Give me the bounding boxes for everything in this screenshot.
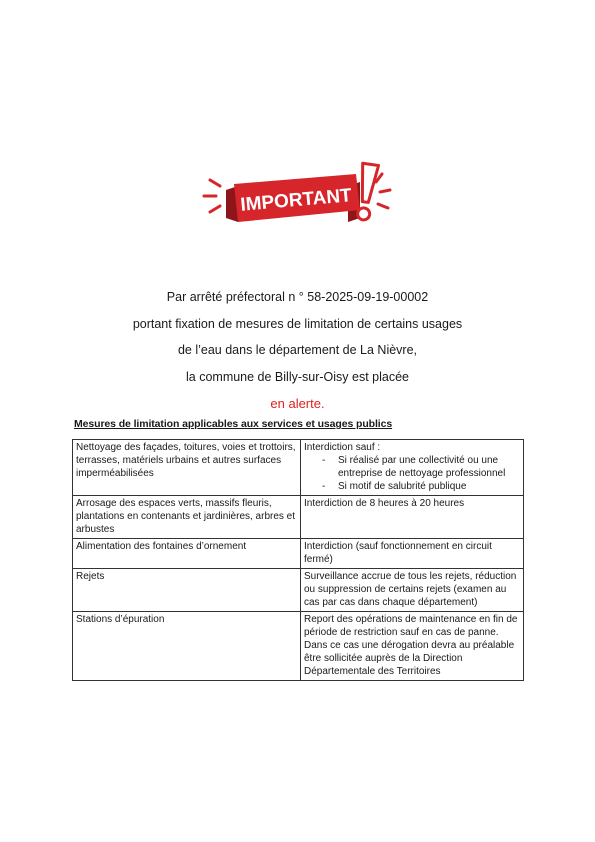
table-row — [73, 539, 524, 569]
decree-commune: la commune de Billy-sur-Oisy est placée — [186, 370, 409, 384]
measure-text: Report des opérations de maintenance en fin de période de restriction sauf en cas de panne. — [304, 614, 518, 638]
table-row — [73, 496, 524, 539]
measure-text: Interdiction sauf : — [304, 442, 381, 453]
usage-cell: Arrosage des espaces verts, massifs fleuris, plantations en contenants et jardinières, arbres et arbustes — [73, 496, 301, 539]
important-badge — [196, 160, 396, 240]
measure-cell: Interdiction de 8 heures à 20 heures — [301, 496, 524, 539]
decree-department: de l’eau dans le département de La Nièvre, — [177, 343, 418, 357]
measure-cell — [301, 612, 524, 681]
table-row — [73, 612, 524, 681]
badge-text: IMPORTANT — [239, 185, 353, 216]
table-row — [73, 569, 524, 612]
measure-cell — [301, 440, 524, 496]
exceptions-list — [304, 454, 520, 493]
decree-subject: portant fixation de mesures de limitation de certains usages — [132, 317, 463, 331]
measure-cell: Surveillance accrue de tous les rejets, réduction ou suppression de certains rejets (examen au cas par cas dans chaque département) — [301, 569, 524, 612]
usage-cell: Alimentation des fontaines d’ornement — [73, 539, 301, 569]
measure-text: Dans ce cas une dérogation devra au préalable être sollicitée auprès de la Direction Départementale des Territoires — [304, 640, 515, 677]
usage-cell: Nettoyage des façades, toitures, voies et trottoirs, terrasses, matériels urbains et autres surfaces imperméabilisées — [73, 440, 301, 496]
measure-cell: Interdiction (sauf fonctionnement en circuit fermé) — [301, 539, 524, 569]
decree-reference: Par arrêté préfectoral n ° 58-2025-09-19-00002 — [166, 290, 429, 304]
exception-item: - Si réalisé par une collectivité ou une entreprise de nettoyage professionnel — [322, 454, 520, 480]
exception-item: - Si motif de salubrité publique — [322, 480, 520, 493]
measures-table — [72, 439, 524, 681]
section-title: Mesures de limitation applicables aux services et usages publics — [74, 418, 393, 430]
alert-level: en alerte. — [270, 396, 325, 411]
usage-cell: Stations d’épuration — [73, 612, 301, 681]
usage-cell: Rejets — [73, 569, 301, 612]
table-row — [73, 440, 524, 496]
